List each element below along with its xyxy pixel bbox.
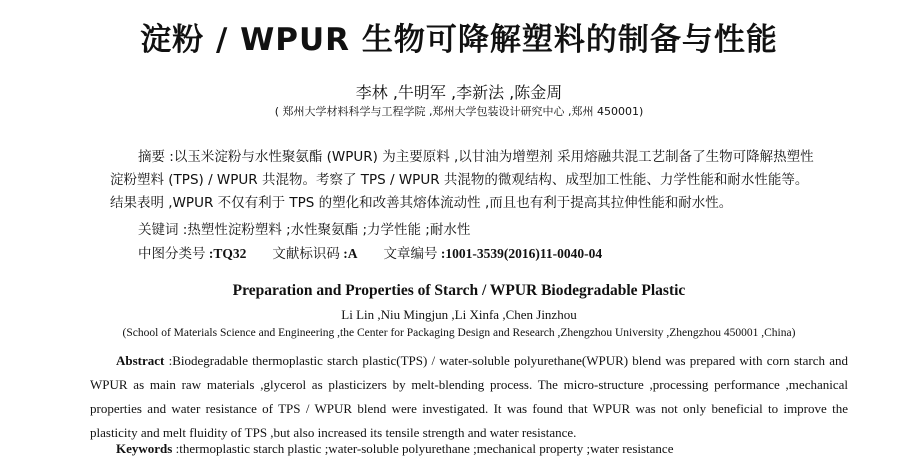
classification-line (138, 242, 602, 262)
keywords-cn-text: :热塑性淀粉塑料 ;水性聚氨酯 ;力学性能 ;耐水性 (178, 222, 471, 238)
doc-code-label: 文献标识码 (272, 246, 340, 262)
authors-en: Li Lin ,Niu Mingjun ,Li Xinfa ,Chen Jinzhou (341, 307, 577, 322)
keywords-en (116, 441, 673, 457)
abstract-en (90, 349, 848, 445)
keywords-en-text: :thermoplastic starch plastic ;water-soluble polyurethane ;mechanical property ;water resistance (172, 441, 674, 456)
abstract-cn-text: :以玉米淀粉与水性聚氨酯 (WPUR) 为主要原料 ,以甘油为增塑剂 采用熔融共混工艺制备了生物可降解热塑性淀粉塑料 (TPS) / WPUR 共混物。考察了 TPS / WPUR 共混物的微观结构、成型加工性能、力学性能和耐水性能等。结果表明 ,WPUR 不仅有利于 TPS 的塑化和改善其熔体流动性 ,而且也有利于提高其拉伸性能和耐水性。 (110, 149, 814, 211)
abstract-cn-label: 摘要 (138, 149, 165, 165)
keywords-en-label: Keywords (116, 441, 173, 456)
keywords-cn (138, 218, 470, 238)
paper-title-en: Preparation and Properties of Starch / WPUR Biodegradable Plastic (232, 282, 686, 299)
authors-cn: 李林 ,牛明军 ,李新法 ,陈金周 (355, 83, 563, 102)
affiliation-cn: ( 郑州大学材料科学与工程学院 ,郑州大学包装设计研究中心 ,郑州 450001) (274, 105, 644, 118)
keywords-cn-label: 关键词 (138, 222, 179, 238)
abstract-cn (110, 146, 820, 215)
clc-label: 中图分类号 (138, 246, 206, 262)
paper-title-cn: 淀粉 / WPUR 生物可降解塑料的制备与性能 (140, 22, 778, 58)
clc-value: :TQ32 (205, 246, 247, 261)
abstract-en-label: Abstract (116, 353, 165, 368)
doc-code-value: :A (339, 246, 358, 261)
affiliation-en: (School of Materials Science and Engineering ,the Center for Packaging Design and Research ,Zhengzhou University ,Zhengzhou 450001 ,China) (122, 327, 796, 339)
article-number-value: :1001-3539(2016)11-0040-04 (437, 246, 603, 261)
abstract-en-text: :Biodegradable thermoplastic starch plastic(TPS) / water-soluble polyurethane(WPUR) blend was prepared with corn starch and WPUR as main raw materials ,glycerol as plasticizers by melt-blending process. The micro-structure ,processing performance ,mechanical properties and water resistance of TPS / WPUR blend were investigated. It was found that WPUR was not only beneficial to improve the plasticity and melt fluidity of TPS ,but also increased its tensile strength and water resistance. (90, 353, 848, 440)
article-number-label: 文章编号 (383, 246, 438, 262)
